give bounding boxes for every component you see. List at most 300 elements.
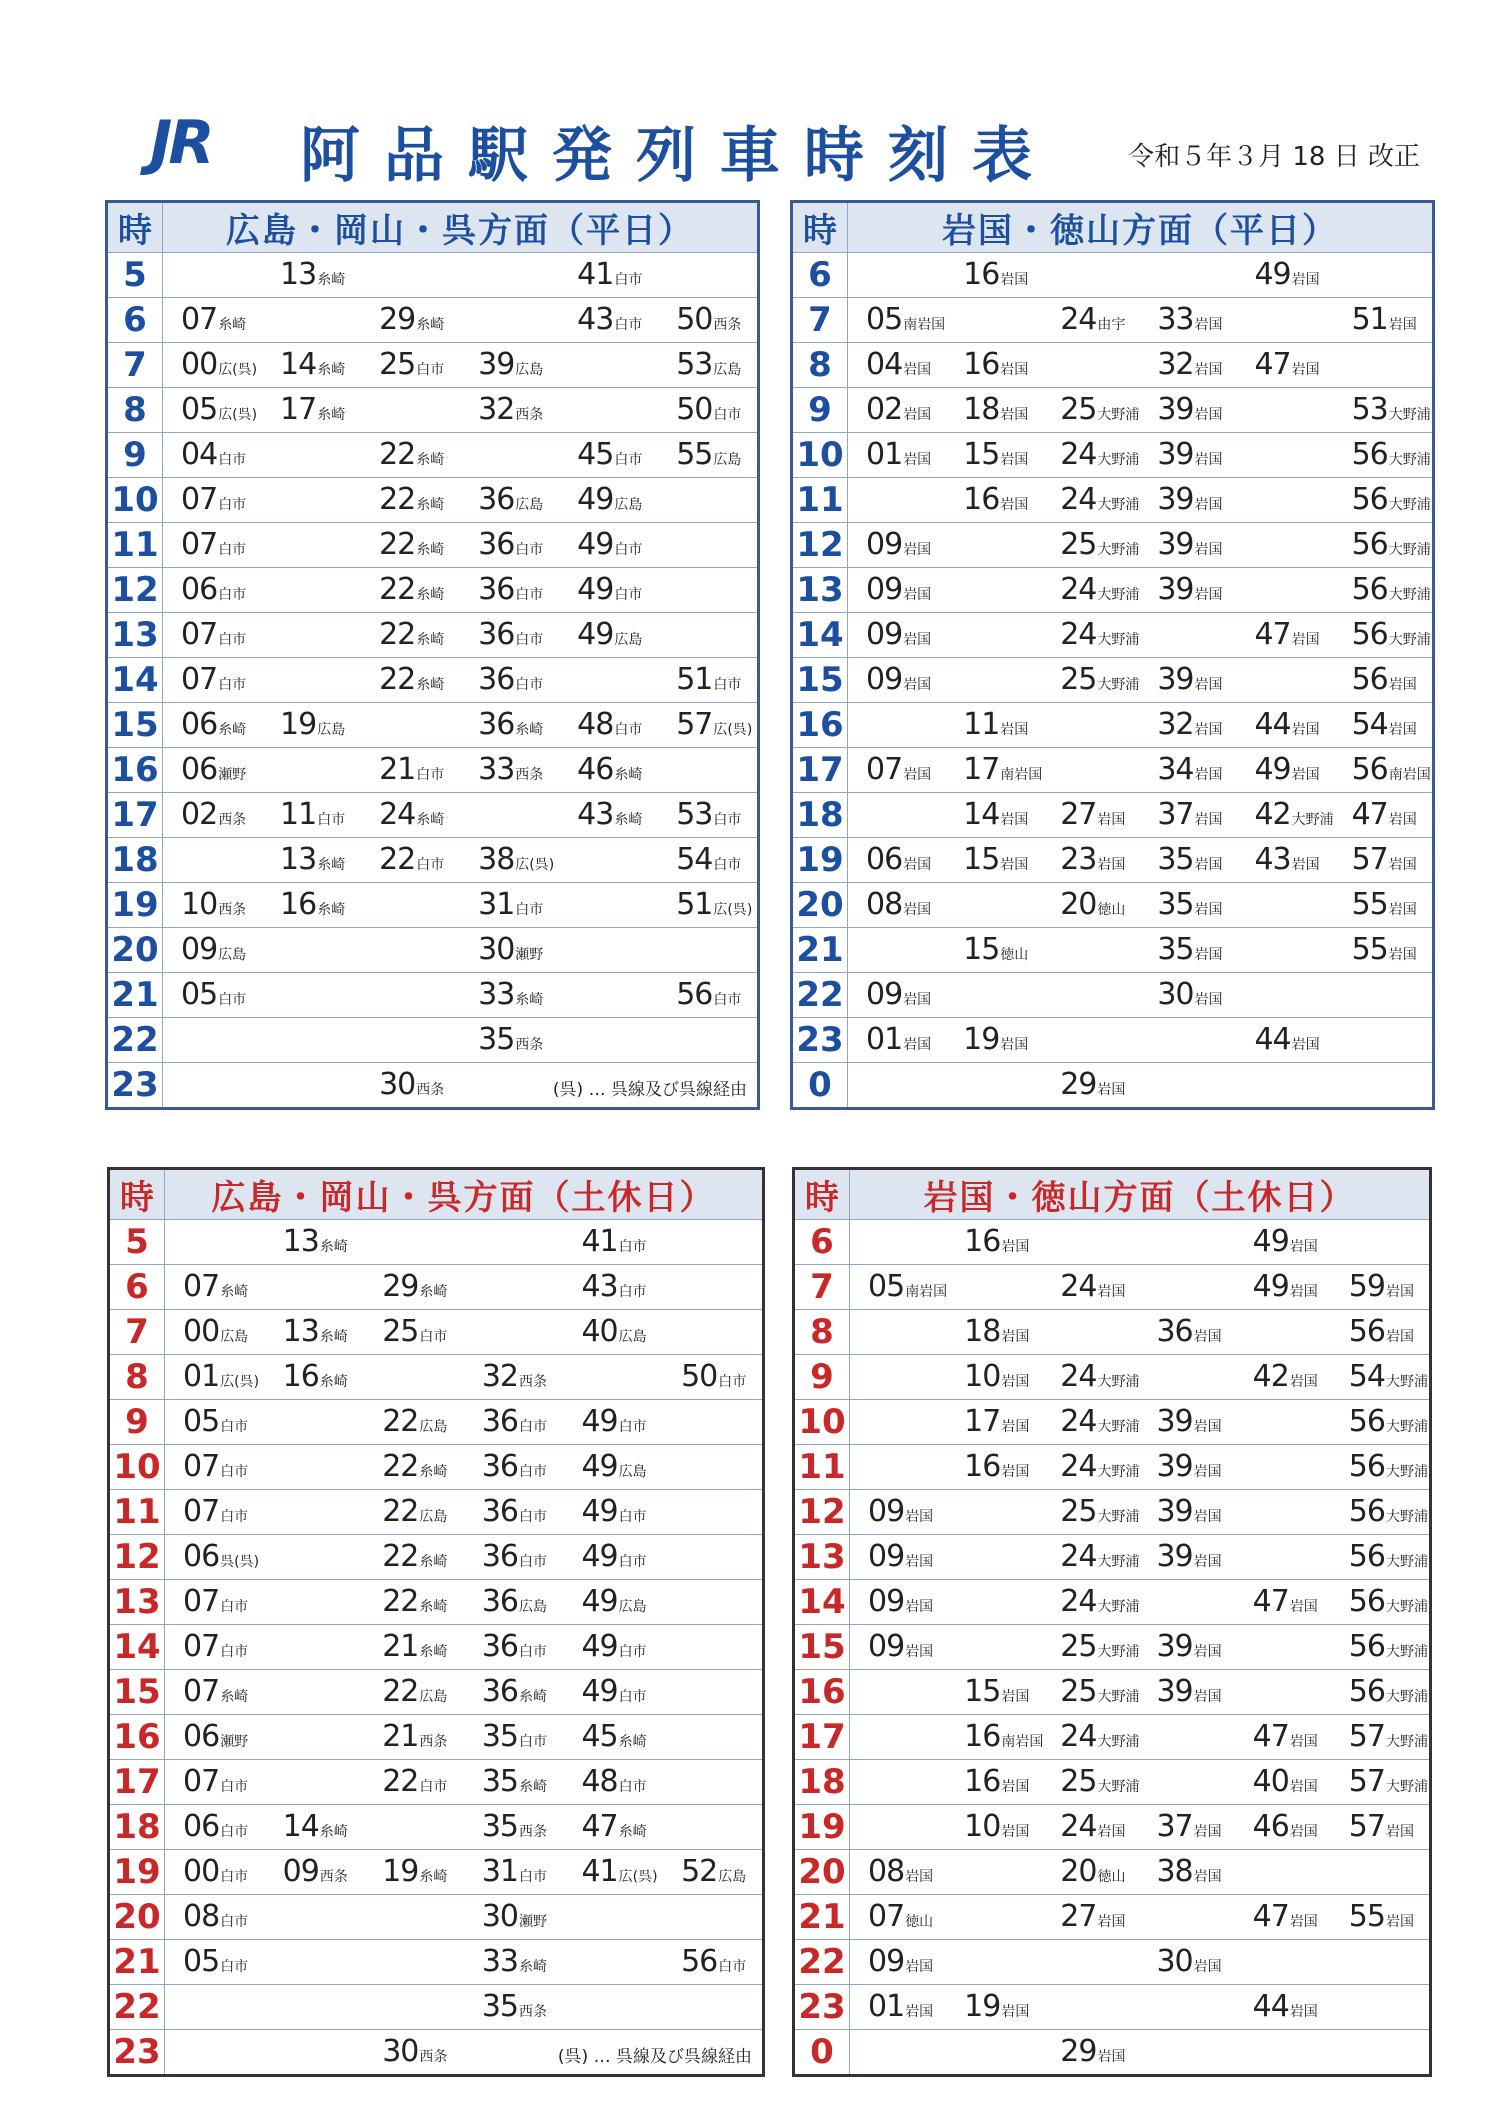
departure-minute: 07: [866, 752, 903, 787]
departure: [482, 1719, 547, 1754]
departure-destination: 広島: [618, 1599, 647, 1615]
departure: [1157, 302, 1222, 337]
hour-cell: 20: [107, 928, 163, 973]
departure-destination: 西条: [519, 1374, 548, 1390]
departures-cell: [848, 658, 1434, 703]
departure-minute: 01: [183, 1359, 220, 1394]
departure: [482, 1674, 547, 1709]
departure-minute: 05: [183, 1404, 220, 1439]
departure-minute: 02: [181, 797, 218, 832]
departure-destination: 糸崎: [416, 812, 445, 828]
departure-minute: 38: [478, 842, 515, 877]
departure: [382, 1854, 447, 1889]
departure: [482, 1989, 547, 2024]
hour-cell: 11: [794, 1445, 850, 1490]
departure: [964, 1359, 1029, 1394]
departure-destination: 大野浦: [1097, 1419, 1140, 1435]
departure-minute: 15: [963, 932, 1000, 967]
departures-cell: [848, 1063, 1434, 1109]
departure-minute: 34: [1157, 752, 1194, 787]
departure-destination: 岩国: [1291, 272, 1320, 288]
departure-minute: 39: [1157, 572, 1194, 607]
departure-minute: 19: [280, 707, 317, 742]
departure: [1060, 662, 1139, 697]
departures-cell: [848, 298, 1434, 343]
departure-minute: 22: [379, 662, 416, 697]
timetable-iwakuni-holiday: [792, 1167, 1432, 2077]
departure: [482, 1854, 547, 1889]
departure-minute: 07: [181, 302, 218, 337]
departure-minute: 24: [1060, 617, 1097, 652]
departure-destination: 白市: [220, 1464, 249, 1480]
departure: [181, 347, 257, 382]
departures-cell: [165, 1265, 764, 1310]
departures-cell: [163, 298, 759, 343]
departure: [1060, 437, 1139, 472]
departure: [1060, 1809, 1125, 1844]
departure-minute: 42: [1254, 797, 1291, 832]
departure-destination: 白市: [519, 1419, 548, 1435]
departure: [1156, 1674, 1221, 1709]
departure-destination: 広島: [419, 1419, 448, 1435]
departure: [964, 1809, 1029, 1844]
hour-row: [794, 1310, 1431, 1355]
departure: [280, 842, 345, 877]
departure-minute: 38: [1156, 1854, 1193, 1889]
departure: [581, 1854, 657, 1889]
departure-minute: 56: [1348, 1449, 1385, 1484]
departure-minute: 08: [183, 1899, 220, 1934]
departures-cell: [848, 838, 1434, 883]
departure-destination: 岩国: [1388, 677, 1417, 693]
hour-cell: 10: [794, 1400, 850, 1445]
departure: [1060, 527, 1139, 562]
departure: [478, 527, 543, 562]
departure: [866, 572, 931, 607]
departure: [963, 707, 1028, 742]
hour-row: [792, 793, 1434, 838]
hour-row: [109, 1895, 764, 1940]
departure-minute: 13: [282, 1224, 319, 1259]
departure: [183, 1359, 259, 1394]
departures-cell: [163, 613, 759, 658]
departure-destination: 岩国: [1194, 767, 1223, 783]
departure: [676, 707, 752, 742]
hour-row: [794, 1445, 1431, 1490]
departure-minute: 56: [1348, 1584, 1385, 1619]
departure-minute: 25: [1060, 1674, 1097, 1709]
departure-minute: 49: [577, 617, 614, 652]
departure-minute: 10: [964, 1809, 1001, 1844]
departure-destination: 大野浦: [1385, 1419, 1428, 1435]
departure-minute: 06: [181, 572, 218, 607]
departure-minute: 16: [963, 347, 1000, 382]
departure-minute: 14: [280, 347, 317, 382]
hour-row: [109, 1310, 764, 1355]
departure-minute: 41: [577, 257, 614, 292]
departure-minute: 49: [577, 527, 614, 562]
departure: [183, 1404, 248, 1439]
departure: [577, 572, 642, 607]
departure-destination: 岩国: [1193, 1554, 1222, 1570]
hour-column-header: 時: [107, 202, 163, 253]
hour-row: [107, 838, 759, 883]
departures-cell: [850, 1715, 1431, 1760]
departure-minute: 06: [866, 842, 903, 877]
hour-row: [109, 1265, 764, 1310]
departure-destination: 大野浦: [1097, 1689, 1140, 1705]
departure: [963, 752, 1042, 787]
departures-cell: [163, 1063, 759, 1109]
departure-destination: 西条: [519, 2004, 548, 2020]
departure-minute: 29: [379, 302, 416, 337]
departure-destination: 広島: [519, 1599, 548, 1615]
departures-cell: [850, 1490, 1431, 1535]
departure-minute: 49: [1254, 752, 1291, 787]
departure: [1060, 1674, 1139, 1709]
departure: [1254, 707, 1319, 742]
departure-minute: 39: [1156, 1539, 1193, 1574]
hour-cell: 17: [107, 793, 163, 838]
departure: [482, 1404, 547, 1439]
departure-minute: 49: [581, 1404, 618, 1439]
hour-row: [792, 1063, 1434, 1109]
departure-destination: 大野浦: [1385, 1734, 1428, 1750]
departure-minute: 56: [1348, 1314, 1385, 1349]
departure-minute: 43: [581, 1269, 618, 1304]
hour-cell: 18: [794, 1760, 850, 1805]
departure-destination: 糸崎: [218, 317, 247, 333]
departure: [379, 347, 444, 382]
departure-minute: 06: [183, 1809, 220, 1844]
departure-destination: 白市: [515, 677, 544, 693]
departure-destination: 白市: [618, 1419, 647, 1435]
departure-destination: 大野浦: [1097, 1599, 1140, 1615]
departure: [1156, 1944, 1221, 1979]
departure-destination: 大野浦: [1385, 1374, 1428, 1390]
hour-cell: 20: [794, 1850, 850, 1895]
departure-destination: 広(呉): [220, 1374, 260, 1390]
departure: [1060, 302, 1125, 337]
hour-cell: 12: [109, 1535, 165, 1580]
departure-destination: 岩国: [1193, 1644, 1222, 1660]
departure: [866, 887, 931, 922]
departure: [581, 1314, 646, 1349]
departure-destination: 岩国: [1097, 857, 1126, 873]
departure: [866, 752, 931, 787]
hour-row: [794, 1985, 1431, 2030]
departure-destination: 岩国: [1385, 1329, 1414, 1345]
departure-minute: 54: [676, 842, 713, 877]
departure: [577, 617, 642, 652]
departure-destination: 徳山: [1097, 902, 1126, 918]
departure-minute: 06: [181, 707, 218, 742]
departure: [577, 752, 642, 787]
departure: [676, 347, 741, 382]
departure: [382, 1269, 447, 1304]
departure-minute: 41: [581, 1224, 618, 1259]
departure-minute: 16: [964, 1764, 1001, 1799]
departure-minute: 17: [964, 1404, 1001, 1439]
departures-cell: [165, 1760, 764, 1805]
departure-destination: 広島: [618, 1329, 647, 1345]
departure-destination: 白市: [618, 1644, 647, 1660]
departure-minute: 22: [382, 1494, 419, 1529]
departure: [1352, 752, 1431, 787]
departure: [1060, 1854, 1125, 1889]
hour-cell: 5: [107, 253, 163, 298]
hour-cell: 7: [109, 1310, 165, 1355]
hour-cell: 18: [109, 1805, 165, 1850]
departure: [1254, 347, 1319, 382]
departure-destination: 岩国: [903, 1037, 932, 1053]
departures-cell: [850, 1580, 1431, 1625]
departure: [1254, 1022, 1319, 1057]
departure-destination: 大野浦: [1291, 812, 1334, 828]
departure: [581, 1404, 646, 1439]
departure: [478, 1022, 543, 1057]
hour-cell: 19: [792, 838, 848, 883]
departure-minute: 10: [964, 1359, 1001, 1394]
departure-minute: 49: [581, 1674, 618, 1709]
departure: [1060, 1359, 1139, 1394]
departures-cell: [848, 793, 1434, 838]
departure: [577, 797, 642, 832]
departure: [181, 752, 246, 787]
departure: [581, 1674, 646, 1709]
departure-destination: 白市: [419, 1779, 448, 1795]
hour-row: [792, 703, 1434, 748]
departure-destination: 白市: [618, 1554, 647, 1570]
departure-destination: 岩国: [1289, 1779, 1318, 1795]
departure-minute: 30: [379, 1067, 416, 1102]
departure: [1060, 482, 1139, 517]
departures-cell: [163, 748, 759, 793]
departure-destination: 西条: [713, 317, 742, 333]
departure: [676, 887, 752, 922]
departure: [963, 392, 1028, 427]
departure-minute: 09: [866, 527, 903, 562]
departure-minute: 35: [481, 1989, 519, 2024]
departure-minute: 53: [676, 347, 713, 382]
hour-cell: 16: [792, 703, 848, 748]
departure: [581, 1494, 646, 1529]
departure-minute: 52: [681, 1854, 718, 1889]
hour-cell: 14: [794, 1580, 850, 1625]
departures-cell: [165, 1670, 764, 1715]
departure-minute: 55: [1351, 887, 1388, 922]
hour-cell: 5: [109, 1220, 165, 1265]
departure-minute: 05: [181, 977, 218, 1012]
hour-row: [792, 883, 1434, 928]
hour-row: [794, 1625, 1431, 1670]
departure-destination: 糸崎: [317, 362, 346, 378]
hour-row: [107, 433, 759, 478]
departure-destination: 岩国: [1194, 542, 1223, 558]
departures-cell: [165, 1535, 764, 1580]
hour-row: [794, 2030, 1431, 2076]
departure: [964, 1764, 1029, 1799]
departure-destination: 白市: [618, 1779, 647, 1795]
departures-cell: [850, 1805, 1431, 1850]
departure: [1060, 887, 1125, 922]
departure-minute: 32: [481, 1359, 519, 1394]
departure: [181, 662, 246, 697]
departure: [581, 1224, 646, 1259]
departure: [482, 1809, 547, 1844]
departure-minute: 33: [478, 977, 515, 1012]
departure: [382, 1629, 447, 1664]
departure-destination: 西条: [218, 812, 247, 828]
hour-cell: 22: [794, 1940, 850, 1985]
departure-minute: 47: [1351, 797, 1388, 832]
departure-minute: 24: [1060, 1449, 1097, 1484]
hour-row: [792, 388, 1434, 433]
departure-destination: 広島: [220, 1329, 249, 1345]
departure-minute: 06: [181, 752, 218, 787]
departure-destination: 南岩国: [1000, 767, 1043, 783]
departure-minute: 36: [481, 1404, 519, 1439]
hour-row: [107, 343, 759, 388]
departure: [1253, 1269, 1318, 1304]
departure-minute: 14: [282, 1809, 319, 1844]
departure-destination: 岩国: [1194, 947, 1223, 963]
departure: [581, 1719, 646, 1754]
departure: [478, 842, 554, 877]
departure-destination: 岩国: [1289, 1824, 1318, 1840]
departures-cell: [850, 1400, 1431, 1445]
departure-minute: 49: [581, 1449, 618, 1484]
departure-destination: 糸崎: [419, 1599, 448, 1615]
hour-cell: 8: [109, 1355, 165, 1400]
departure-minute: 51: [676, 887, 713, 922]
hour-cell: 23: [792, 1018, 848, 1063]
departure-destination: 西条: [419, 1734, 448, 1750]
departure-minute: 24: [1060, 482, 1097, 517]
departure: [1060, 1764, 1139, 1799]
hour-cell: 7: [792, 298, 848, 343]
departure: [1157, 707, 1222, 742]
departure: [1060, 1067, 1125, 1102]
departure-minute: 09: [866, 977, 903, 1012]
departure-minute: 51: [676, 662, 713, 697]
departure-destination: 白市: [519, 1464, 548, 1480]
hour-row: [109, 1805, 764, 1850]
departure-destination: 白市: [515, 587, 544, 603]
hour-cell: 19: [107, 883, 163, 928]
departure-minute: 06: [183, 1539, 220, 1574]
departure-minute: 11: [280, 797, 317, 832]
departure-destination: 岩国: [1000, 722, 1029, 738]
departure: [1157, 527, 1222, 562]
departure: [183, 1494, 248, 1529]
departure-destination: 岩国: [1291, 632, 1320, 648]
departure: [676, 392, 741, 427]
departure-minute: 36: [481, 1539, 519, 1574]
departure-minute: 24: [1060, 1269, 1097, 1304]
departure-destination: 広(呉): [218, 407, 258, 423]
departure-minute: 09: [181, 932, 218, 967]
departure-destination: 広島: [419, 1689, 448, 1705]
departure-minute: 01: [866, 437, 903, 472]
departure-minute: 50: [681, 1359, 718, 1394]
departures-cell: [848, 343, 1434, 388]
departure: [1157, 392, 1222, 427]
departure-destination: 白市: [519, 1644, 548, 1660]
departure-destination: 瀬野: [218, 767, 247, 783]
departure-destination: 岩国: [903, 857, 932, 873]
departure: [1060, 1404, 1139, 1439]
departure-minute: 16: [964, 1449, 1001, 1484]
departure: [1157, 482, 1222, 517]
hour-cell: 8: [792, 343, 848, 388]
departure-destination: 岩国: [1193, 1824, 1222, 1840]
departures-cell: [850, 2030, 1431, 2076]
departure: [183, 1269, 248, 1304]
departure-minute: 19: [964, 1989, 1001, 2024]
departure-destination: 大野浦: [1385, 1464, 1428, 1480]
departure-minute: 16: [280, 887, 317, 922]
hour-cell: 0: [792, 1063, 848, 1109]
departure: [868, 1629, 933, 1664]
departure-minute: 36: [478, 527, 515, 562]
page-header: [150, 108, 1420, 191]
departure-destination: 南岩国: [1388, 767, 1431, 783]
hour-row: [107, 748, 759, 793]
departure-destination: 糸崎: [618, 1824, 647, 1840]
hour-row: [107, 388, 759, 433]
departure-minute: 07: [181, 527, 218, 562]
departure-destination: 岩国: [905, 1509, 934, 1525]
departure-minute: 56: [1348, 1539, 1385, 1574]
departure: [1157, 977, 1222, 1012]
departure: [1349, 1629, 1428, 1664]
hour-row: [794, 1220, 1431, 1265]
departure-destination: 大野浦: [1385, 1509, 1428, 1525]
departure: [581, 1629, 646, 1664]
hour-cell: 23: [107, 1063, 163, 1109]
departure-minute: 24: [1060, 572, 1097, 607]
hour-row: [109, 1580, 764, 1625]
departure: [866, 437, 931, 472]
departure-minute: 29: [1060, 1067, 1097, 1102]
departure: [577, 257, 642, 292]
departures-cell: [850, 1220, 1431, 1265]
departure-minute: 47: [1254, 617, 1291, 652]
departure: [379, 617, 444, 652]
departure-minute: 24: [379, 797, 416, 832]
departure: [1254, 617, 1319, 652]
departure-destination: 岩国: [1194, 317, 1223, 333]
departure-destination: 糸崎: [419, 1554, 448, 1570]
departure: [964, 1224, 1029, 1259]
hour-cell: 20: [792, 883, 848, 928]
departure: [868, 1584, 933, 1619]
departures-cell: [165, 1625, 764, 1670]
departure-destination: 糸崎: [317, 857, 346, 873]
departure-minute: 54: [1348, 1359, 1385, 1394]
departure-destination: 岩国: [1291, 362, 1320, 378]
hour-row: [107, 478, 759, 523]
departure-minute: 19: [382, 1854, 419, 1889]
departure: [379, 482, 444, 517]
hour-row: [792, 568, 1434, 613]
hour-row: [792, 748, 1434, 793]
departures-cell: [163, 253, 759, 298]
departure: [183, 1899, 248, 1934]
departure-destination: 白市: [713, 992, 742, 1008]
departure-destination: 糸崎: [515, 992, 544, 1008]
